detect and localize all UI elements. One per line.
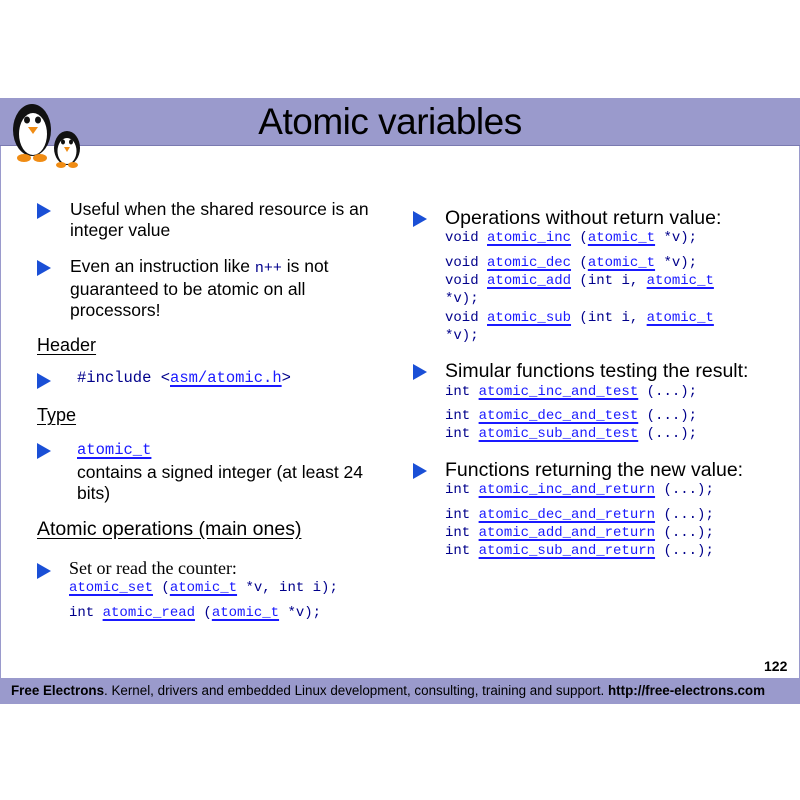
inline-code: n++ (254, 260, 282, 277)
code-atomic-add-wrap: *v); (445, 291, 479, 307)
slide-title: Atomic variables (258, 101, 522, 142)
code-text: (...); (638, 426, 698, 442)
code-text: (int i, (571, 310, 647, 326)
atomic-t-link[interactable]: atomic_t (587, 255, 656, 271)
code-text: void (445, 255, 488, 271)
atomic-inc-link[interactable]: atomic_inc (487, 230, 572, 246)
code-inc-and-return (445, 481, 714, 500)
no-return-title: Operations without return value: (445, 207, 722, 229)
triangle-bullet-icon (413, 211, 427, 227)
atomic-dec-and-test-link[interactable]: atomic_dec_and_test (478, 408, 639, 424)
code-text: int (445, 408, 479, 424)
code-text: int (445, 525, 479, 541)
code-text: #include < (77, 369, 171, 387)
atomic-t-link[interactable]: atomic_t (77, 441, 152, 459)
page-number: 122 (764, 658, 788, 674)
code-text: *v); (655, 230, 698, 246)
footer-bar (0, 678, 800, 704)
atomic-t-link[interactable]: atomic_t (646, 273, 714, 289)
atomic-t-link[interactable]: atomic_t (587, 230, 656, 246)
testing-title: Simular functions testing the result: (445, 360, 749, 382)
bullet-text: Even an instruction like (70, 256, 255, 276)
atomic-sub-and-return-link[interactable]: atomic_sub_and_return (478, 543, 656, 559)
atomic-read-link[interactable]: atomic_read (102, 605, 196, 621)
code-atomic-dec (445, 254, 697, 273)
atomic-inc-and-test-link[interactable]: atomic_inc_and_test (478, 384, 639, 400)
code-text: int (445, 507, 479, 523)
code-text: *v); (279, 605, 322, 621)
bullet-increment-not-atomic (70, 256, 370, 321)
set-read-title: Set or read the counter: (69, 558, 237, 578)
code-text: ( (571, 230, 588, 246)
code-text: (...); (655, 482, 714, 498)
atomic-t-link[interactable]: atomic_t (646, 310, 714, 326)
code-dec-and-return (445, 506, 714, 525)
atomic-sub-and-test-link[interactable]: atomic_sub_and_test (478, 426, 639, 442)
triangle-bullet-icon (413, 463, 427, 479)
code-text: void (445, 273, 488, 289)
code-text: (...); (655, 507, 714, 523)
atomic-set-link[interactable]: atomic_set (69, 580, 154, 596)
triangle-bullet-icon (37, 260, 51, 276)
returning-title: Functions returning the new value: (445, 459, 744, 481)
code-text: *v, int i); (237, 580, 338, 596)
code-text: ( (571, 255, 588, 271)
triangle-bullet-icon (37, 563, 51, 579)
code-text: (int i, (571, 273, 647, 289)
triangle-bullet-icon (37, 373, 51, 389)
atomic-sub-link[interactable]: atomic_sub (487, 310, 572, 326)
code-text: *v); (655, 255, 698, 271)
include-link[interactable]: asm/atomic.h (170, 369, 282, 387)
code-atomic-set (69, 579, 338, 598)
atomic-dec-and-return-link[interactable]: atomic_dec_and_return (478, 507, 656, 523)
atomic-t-link[interactable]: atomic_t (169, 580, 238, 596)
code-text: void (445, 310, 488, 326)
code-text: int (445, 426, 479, 442)
code-text: ( (153, 580, 170, 596)
code-dec-and-test (445, 407, 697, 426)
header-heading: Header (37, 335, 97, 355)
atomic-t-link[interactable]: atomic_t (211, 605, 280, 621)
atomic-add-and-return-link[interactable]: atomic_add_and_return (478, 525, 656, 541)
type-link-line (77, 441, 151, 460)
code-atomic-add (445, 272, 714, 291)
triangle-bullet-icon (37, 203, 51, 219)
code-text: int (445, 482, 479, 498)
atomic-add-link[interactable]: atomic_add (487, 273, 572, 289)
include-line (77, 369, 291, 388)
triangle-bullet-icon (37, 443, 51, 459)
code-text: (...); (638, 384, 698, 400)
bullet-text: is not guaranteed to be atomic on all processors! (70, 256, 329, 320)
footer-text (11, 683, 765, 698)
code-text: void (445, 230, 488, 246)
code-atomic-sub-wrap: *v); (445, 328, 479, 344)
atomic-dec-link[interactable]: atomic_dec (487, 255, 572, 271)
code-atomic-read (69, 604, 321, 623)
atomic-inc-and-return-link[interactable]: atomic_inc_and_return (478, 482, 656, 498)
type-description: contains a signed integer (at least 24 bits) (77, 462, 364, 503)
code-text: (...); (655, 543, 714, 559)
code-text: > (281, 369, 291, 387)
footer-description: . Kernel, drivers and embedded Linux development, consulting, training and support. (104, 683, 608, 698)
bullet-shared-resource: Useful when the shared resource is an integer value (70, 199, 369, 240)
code-sub-and-return (445, 542, 714, 561)
type-heading: Type (37, 405, 77, 425)
atomic-ops-heading: Atomic operations (main ones) (37, 518, 302, 540)
code-text: ( (195, 605, 212, 621)
footer-brand: Free Electrons (11, 683, 105, 698)
code-text: int (69, 605, 103, 621)
footer-url-link[interactable]: http://free-electrons.com (607, 683, 765, 698)
code-text: int (445, 543, 479, 559)
code-text: (...); (655, 525, 714, 541)
code-inc-and-test (445, 383, 697, 402)
code-add-and-return (445, 524, 714, 543)
code-sub-and-test (445, 425, 697, 444)
code-atomic-inc (445, 229, 697, 248)
code-text: (...); (638, 408, 698, 424)
code-atomic-sub (445, 309, 714, 328)
triangle-bullet-icon (413, 364, 427, 380)
code-text: int (445, 384, 479, 400)
